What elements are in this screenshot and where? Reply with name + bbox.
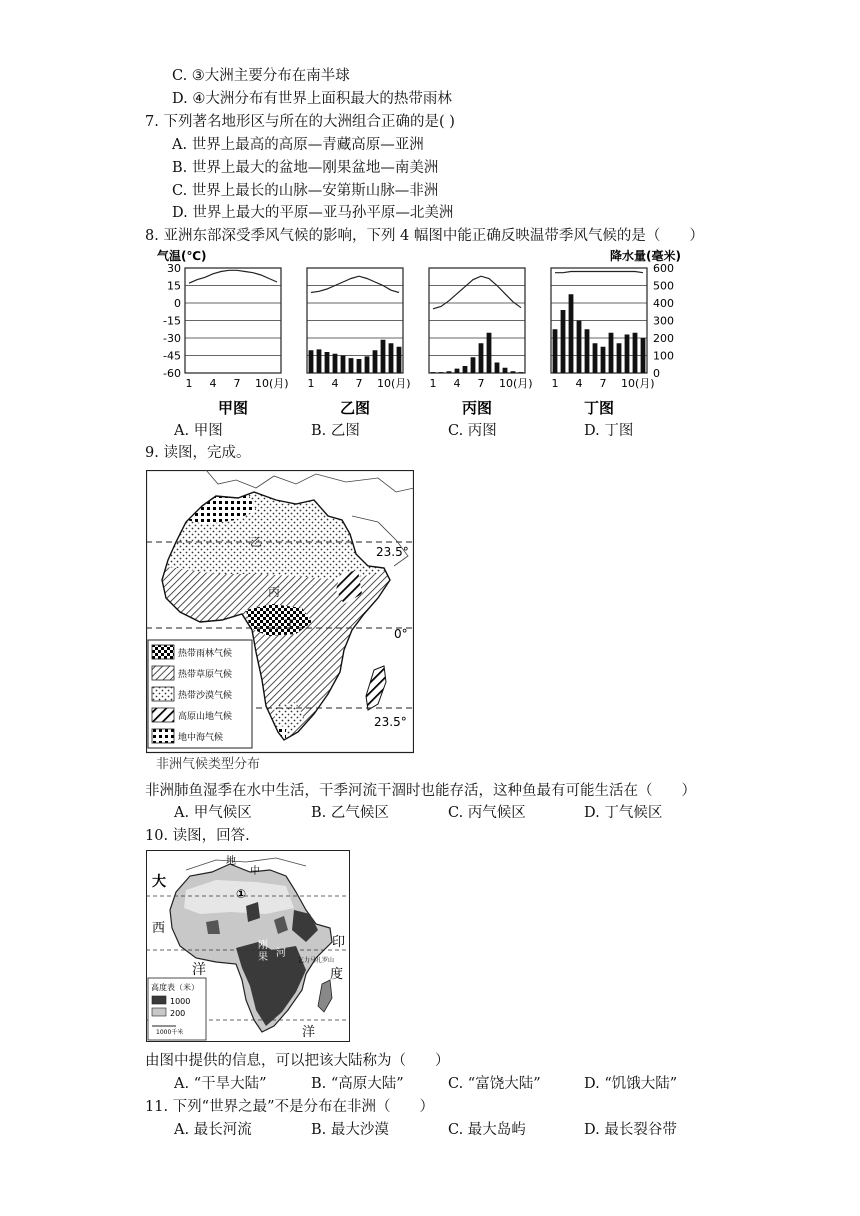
- precip-tick-label: 200: [653, 332, 674, 345]
- x-tick-label: 1: [307, 377, 315, 390]
- q7-option-b: B. 世界上最大的盆地—刚果盆地—南美洲: [172, 160, 439, 176]
- precip-bar: [577, 321, 582, 374]
- legend-mediterranean: 地中海气候: [178, 733, 224, 743]
- q11-option-b: B. 最大沙漠: [311, 1122, 389, 1138]
- precip-bar: [569, 294, 574, 373]
- climate-charts-figure: [155, 248, 700, 420]
- legend-highland: 高原山地气候: [178, 712, 233, 722]
- sea-label-zhong: 中: [250, 866, 260, 877]
- climate-charts-svg: [155, 248, 700, 420]
- q11-option-c: C. 最大岛屿: [448, 1122, 526, 1138]
- ocean-label-xi: 西: [152, 921, 166, 936]
- temp-tick-label: 15: [167, 279, 181, 293]
- q7-option-a: A. 世界上最高的高原—青藏高原—亚洲: [172, 137, 424, 153]
- q10-stem: 10. 读图，回答.: [145, 828, 250, 844]
- precip-bar: [389, 343, 394, 373]
- precip-bar: [463, 366, 468, 373]
- relief-legend: [148, 978, 206, 1040]
- precip-tick-label: 0: [653, 367, 660, 380]
- x-tick-label: 7: [355, 377, 363, 390]
- precip-bar: [593, 343, 598, 373]
- q8-stem: 8. 亚洲东部深受季风气候的影响，下列 4 幅图中能正确反映温带季风气候的是（ ）: [145, 228, 704, 244]
- q8-option-d: D. 丁图: [584, 423, 634, 439]
- temp-axis-title: 气温(℃): [157, 249, 207, 263]
- precip-bar: [553, 329, 558, 373]
- precip-bar: [317, 349, 322, 373]
- africa-relief-map: [146, 850, 350, 1042]
- x-tick-label: 10(月): [499, 377, 533, 390]
- precip-bar: [341, 356, 346, 374]
- q11-option-d: D. 最长裂谷带: [584, 1122, 677, 1138]
- precip-tick-label: 500: [653, 279, 674, 293]
- precip-bar: [325, 352, 330, 373]
- lat-top-label: 23.5°: [376, 545, 409, 559]
- q8-option-c: C. 丙图: [448, 423, 497, 439]
- q8-option-b: B. 乙图: [311, 423, 360, 439]
- river-label-guo: 果: [258, 952, 268, 963]
- x-tick-label: 7: [233, 377, 241, 390]
- panel-name: 丁图: [583, 399, 615, 417]
- precip-bar: [333, 354, 338, 373]
- precip-bar: [519, 372, 524, 373]
- river-label-gang: 刚: [258, 940, 268, 951]
- relief-legend-high: 1000: [170, 997, 191, 1006]
- x-tick-label: 10(月): [255, 377, 289, 390]
- q7-option-d: D. 世界上最大的平原—亚马孙平原—北美洲: [172, 205, 454, 221]
- precip-bar: [601, 347, 606, 373]
- q10-option-a: A. “干旱大陆”: [174, 1076, 267, 1092]
- precip-bar: [503, 368, 508, 373]
- x-tick-label: 1: [429, 377, 437, 390]
- q9-option-a: A. 甲气候区: [174, 805, 252, 821]
- precip-bar: [447, 371, 452, 373]
- africa-climate-map-svg: [146, 470, 414, 774]
- lat-bottom-label: 23.5°: [374, 715, 407, 729]
- zone-label-yi: 乙: [250, 535, 263, 549]
- q6-option-d: D. ④大洲分布有世界上面积最大的热带雨林: [172, 91, 452, 107]
- q10-option-b: B. “高原大陆”: [311, 1076, 404, 1092]
- relief-legend-low: 200: [170, 1009, 186, 1018]
- precip-bar: [309, 350, 314, 373]
- precip-bar: [511, 371, 516, 373]
- x-tick-label: 10(月): [621, 377, 655, 390]
- x-tick-label: 1: [551, 377, 559, 390]
- q9-option-c: C. 丙气候区: [448, 805, 526, 821]
- precip-bar: [625, 335, 630, 374]
- climate-panel: [429, 268, 533, 417]
- precip-bar: [487, 333, 492, 373]
- mountain-label: 乞力马扎罗山: [298, 957, 335, 964]
- relief-scale: 1000千米: [156, 1029, 184, 1036]
- precip-bar: [365, 356, 370, 373]
- panel-name: 丙图: [461, 399, 493, 417]
- temp-tick-label: -15: [163, 314, 181, 328]
- q6-option-c: C. ③大洲主要分布在南半球: [172, 68, 350, 84]
- zone-label-ding: 丁: [284, 617, 297, 631]
- ocean-label-du: 度: [330, 967, 344, 982]
- precip-bar: [617, 343, 622, 373]
- q9-stem: 9. 读图，完成。: [145, 445, 251, 461]
- river-label-he: 河: [276, 948, 286, 959]
- legend-savanna: 热带草原气候: [178, 670, 233, 680]
- temp-tick-label: 0: [174, 297, 181, 310]
- precip-bar: [495, 363, 500, 374]
- panel-name: 甲图: [217, 399, 249, 417]
- africa-climate-caption: 非洲气候类型分布: [156, 757, 261, 772]
- precip-bar: [641, 338, 646, 373]
- ocean-label-da: 大: [152, 874, 166, 890]
- q10-question: 由图中提供的信息，可以把该大陆称为（ ）: [145, 1053, 450, 1069]
- q9-option-b: B. 乙气候区: [311, 805, 389, 821]
- relief-legend-title: 高度表（米）: [151, 983, 199, 992]
- q7-stem: 7. 下列著名地形区与所在的大洲组合正确的是( ): [145, 114, 455, 130]
- precip-tick-label: 600: [653, 262, 674, 275]
- x-tick-label: 7: [599, 377, 607, 390]
- precip-bar: [633, 333, 638, 373]
- precip-bar: [349, 358, 354, 373]
- precip-axis-title: 降水量(毫米): [610, 249, 681, 263]
- relief-marker: ①: [236, 887, 247, 901]
- precip-bar: [439, 372, 444, 373]
- precip-bar: [471, 357, 476, 373]
- climate-panel: [551, 268, 655, 417]
- precip-bar: [479, 343, 484, 373]
- ocean-label-yang-left: 洋: [192, 962, 206, 978]
- legend-rainforest: 热带雨林气候: [178, 649, 233, 659]
- temp-tick-label: -60: [163, 367, 181, 380]
- x-tick-label: 4: [331, 377, 339, 390]
- precip-tick-label: 400: [653, 297, 674, 310]
- q8-option-a: A. 甲图: [174, 423, 223, 439]
- q7-option-c: C. 世界上最长的山脉—安第斯山脉—非洲: [172, 183, 439, 199]
- climate-panel: [307, 268, 411, 417]
- precip-bar: [455, 369, 460, 373]
- q9-option-d: D. 丁气候区: [584, 805, 663, 821]
- climate-panel: [185, 268, 289, 417]
- x-tick-label: 4: [209, 377, 217, 390]
- temp-tick-label: -45: [163, 349, 181, 363]
- precip-bar: [357, 359, 362, 373]
- legend-desert: 热带沙漠气候: [178, 691, 233, 701]
- x-tick-label: 10(月): [377, 377, 411, 390]
- precip-bar: [585, 329, 590, 373]
- ocean-label-yang-right: 洋: [302, 1025, 316, 1040]
- q10-option-c: C. “富饶大陆”: [448, 1076, 541, 1092]
- africa-climate-map: [146, 470, 414, 774]
- q9-question: 非洲肺鱼湿季在水中生活，干季河流干涸时也能存活，这种鱼最有可能生活在（ ）: [145, 783, 696, 799]
- temp-tick-label: 30: [167, 262, 181, 275]
- precip-bar: [381, 340, 386, 373]
- sea-label-di: 地: [226, 856, 236, 867]
- x-tick-label: 4: [575, 377, 583, 390]
- q11-option-a: A. 最长河流: [174, 1122, 252, 1138]
- zone-label-bing: 丙: [268, 585, 281, 599]
- temp-tick-label: -30: [163, 332, 181, 345]
- africa-relief-map-svg: [146, 850, 350, 1042]
- q11-stem: 11. 下列“世界之最”不是分布在非洲（ ）: [145, 1099, 434, 1115]
- precip-tick-label: 100: [653, 349, 674, 363]
- precip-bar: [561, 310, 566, 373]
- precip-tick-label: 300: [653, 314, 674, 328]
- precip-bar: [397, 347, 402, 373]
- ocean-label-yin: 印: [332, 935, 346, 950]
- q10-option-d: D. “饥饿大陆”: [584, 1076, 678, 1092]
- precip-bar: [609, 333, 614, 373]
- climate-legend: [148, 640, 252, 748]
- x-tick-label: 1: [185, 377, 193, 390]
- lat-equator-label: 0°: [394, 627, 408, 641]
- precip-bar: [373, 350, 378, 373]
- panel-name: 乙图: [339, 399, 371, 417]
- x-tick-label: 4: [453, 377, 461, 390]
- x-tick-label: 7: [477, 377, 485, 390]
- precip-bar: [431, 372, 436, 373]
